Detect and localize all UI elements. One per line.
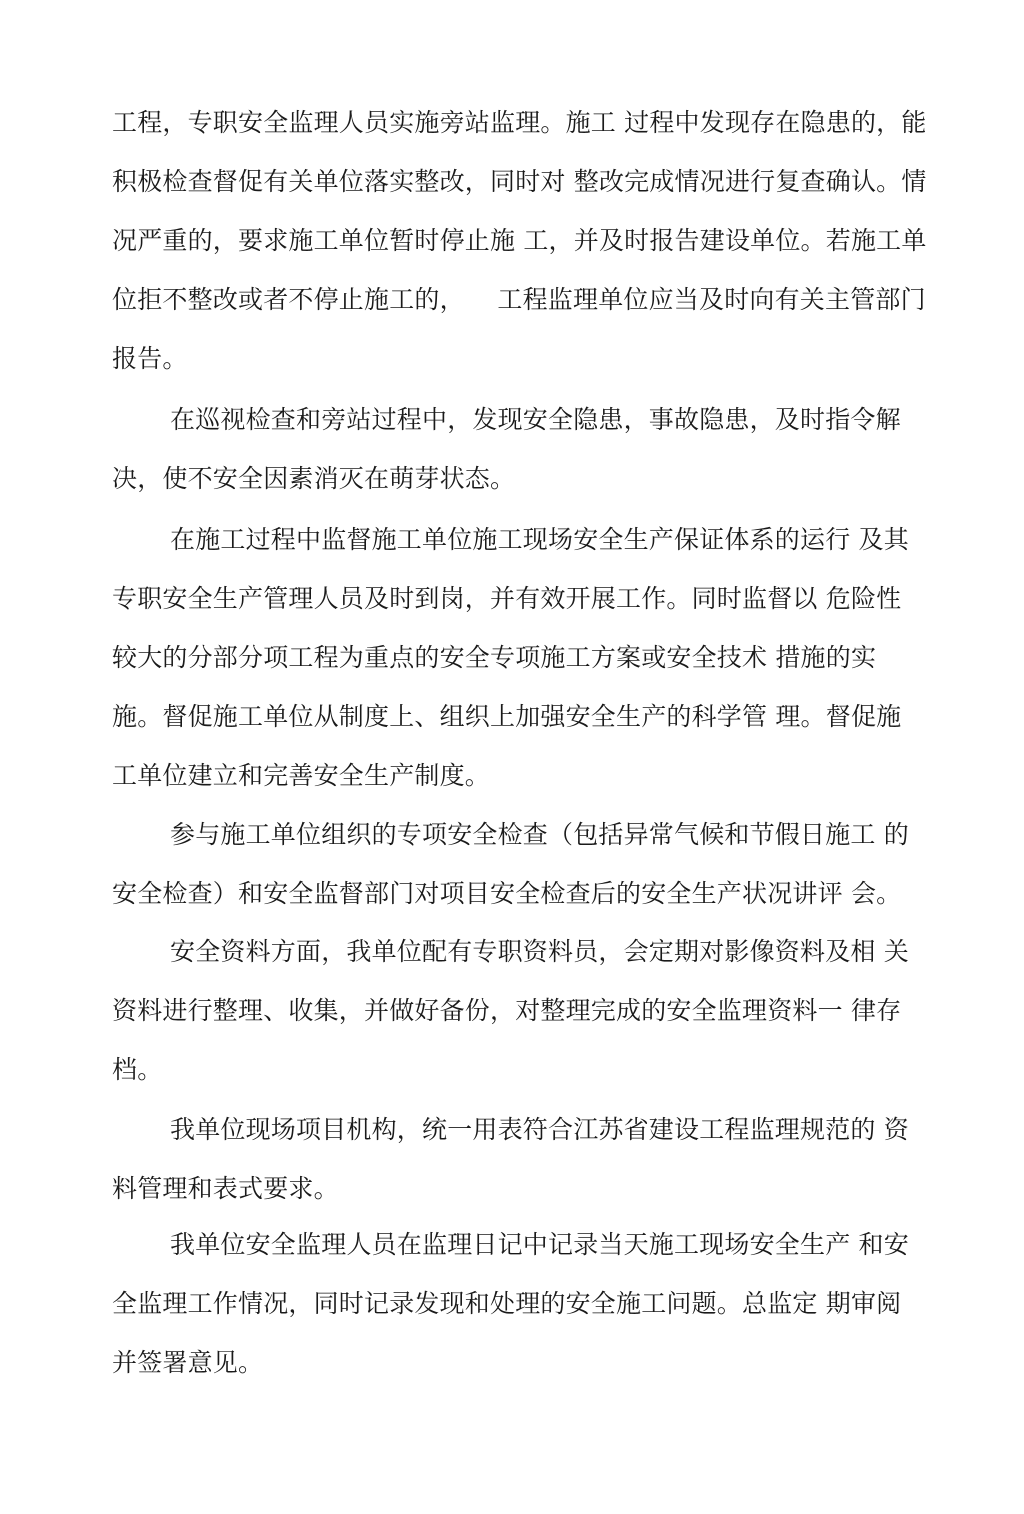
text-line: 档。 — [112, 1055, 163, 1084]
text-line: 较大的分部分项工程为重点的安全专项施工方案或安全技术 措施的实 — [112, 643, 877, 672]
text-line: 我单位现场项目机构，统一用表符合江苏省建设工程监理规范的 资 — [170, 1115, 909, 1144]
paragraph-special-inspection — [112, 805, 912, 923]
text-line: 料管理和表式要求。 — [112, 1174, 339, 1203]
text-line: 决，使不安全因素消灭在萌芽状态。 — [112, 464, 516, 493]
text-line: 工程，专职安全监理人员实施旁站监理。施工 过程中发现存在隐患的，能 — [112, 108, 927, 137]
text-line: 安全检查）和安全监督部门对项目安全检查后的安全生产状况讲评 会。 — [112, 879, 902, 908]
text-line: 在巡视检查和旁站过程中，发现安全隐患，事故隐患，及时指令解 — [170, 405, 901, 434]
paragraph-standard-forms — [112, 1100, 912, 1218]
text-line: 工单位建立和完善安全生产制度。 — [112, 761, 491, 790]
paragraph-onsite-supervision — [112, 93, 927, 388]
paragraph-supervision-diary — [112, 1215, 912, 1392]
text-line: 况严重的，要求施工单位暂时停止施 工，并及时报告建设单位。若施工单 — [112, 226, 927, 255]
paragraph-hazard-inspection — [112, 390, 912, 508]
paragraph-safety-records — [112, 922, 912, 1099]
text-line: 施。督促施工单位从制度上、组织上加强安全生产的科学管 理。督促施 — [112, 702, 902, 731]
paragraph-safety-system-oversight — [112, 510, 912, 805]
text-line: 全监理工作情况，同时记录发现和处理的安全施工问题。总监定 期审阅 — [112, 1289, 902, 1318]
text-line: 资料进行整理、收集，并做好备份，对整理完成的安全监理资料一 律存 — [112, 996, 902, 1025]
text-line: 报告。 — [112, 344, 188, 373]
text-line: 专职安全生产管理人员及时到岗，并有效开展工作。同时监督以 危险性 — [112, 584, 902, 613]
text-line: 并签署意见。 — [112, 1348, 264, 1377]
text-line: 安全资料方面，我单位配有专职资料员，会定期对影像资料及相 关 — [170, 937, 909, 966]
text-line: 参与施工单位组织的专项安全检查（包括异常气候和节假日施工 的 — [170, 820, 909, 849]
text-line: 我单位安全监理人员在监理日记中记录当天施工现场安全生产 和安 — [170, 1230, 909, 1259]
text-line: 在施工过程中监督施工单位施工现场安全生产保证体系的运行 及其 — [170, 525, 909, 554]
text-line: 位拒不整改或者不停止施工的， 工程监理单位应当及时向有关主管部门 — [112, 285, 926, 314]
text-line: 积极检查督促有关单位落实整改，同时对 整改完成情况进行复查确认。情 — [112, 167, 927, 196]
